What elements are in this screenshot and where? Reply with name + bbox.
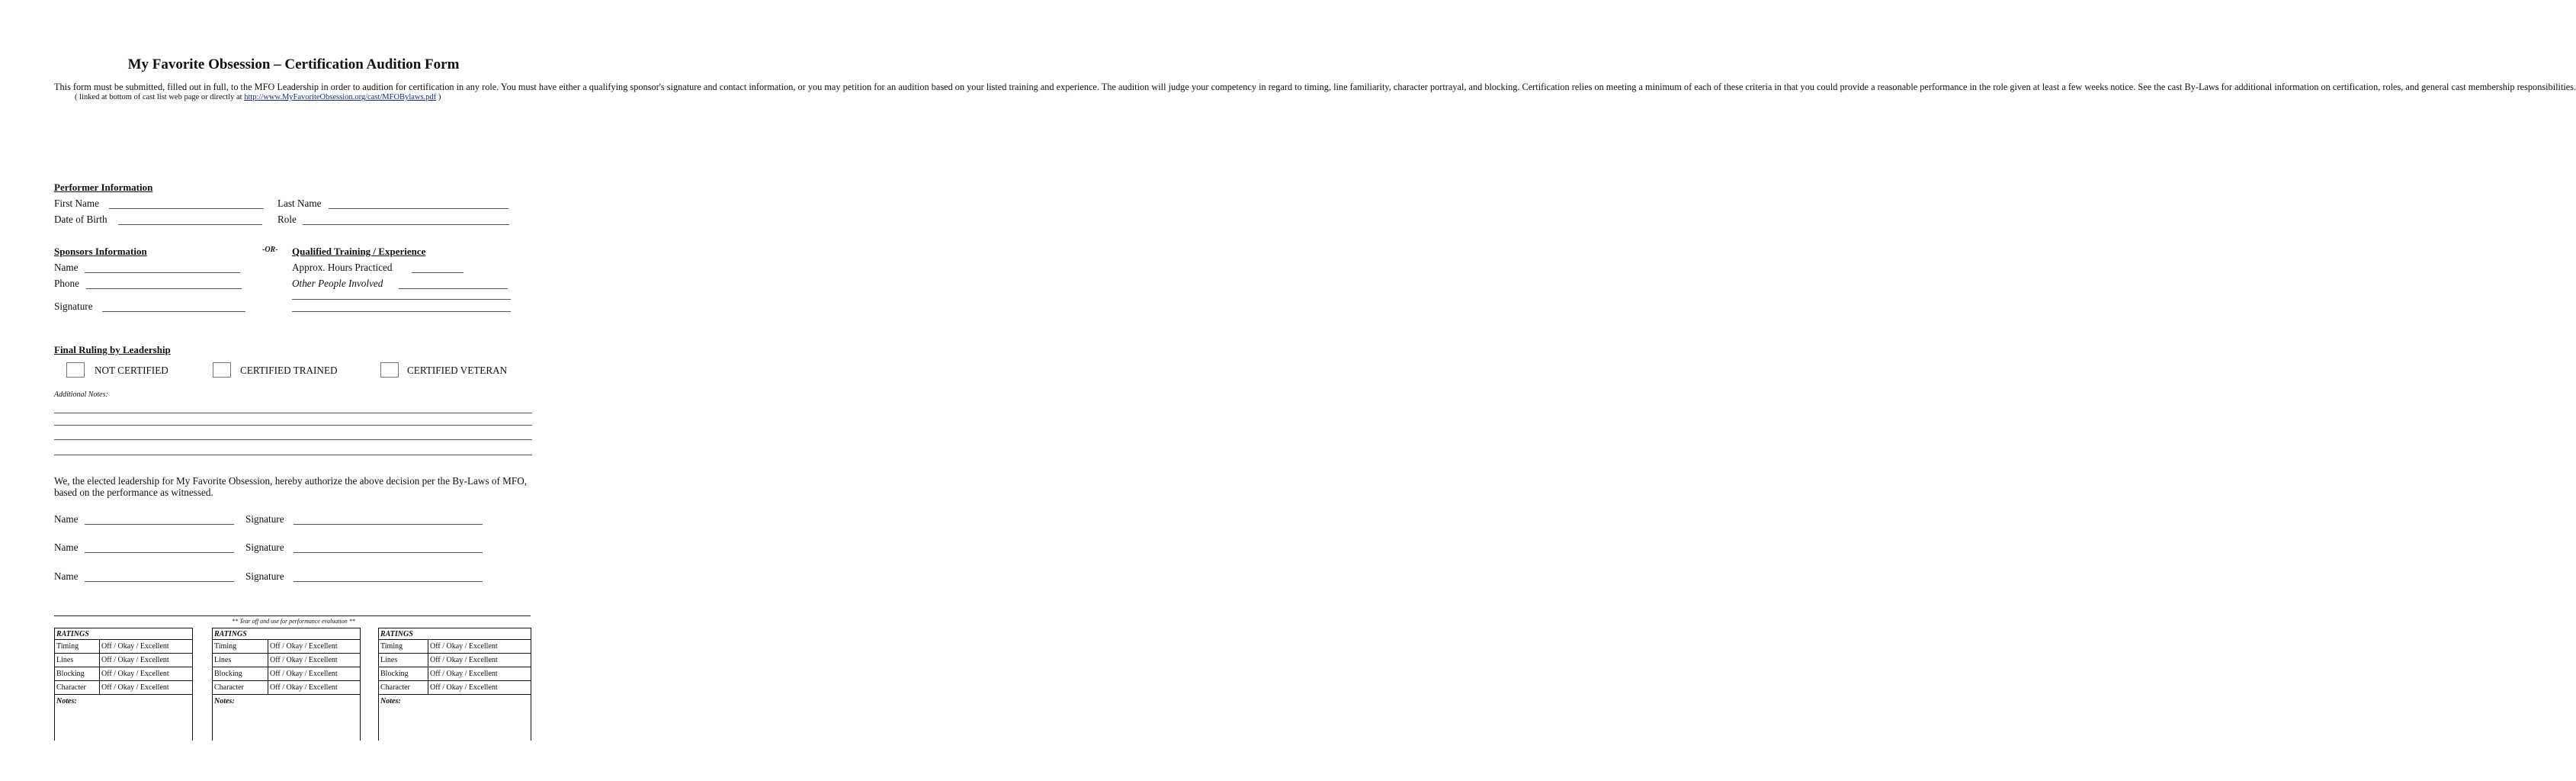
ruling-heading: Final Ruling by Leadership [54, 344, 171, 355]
leader-name-field-3[interactable] [85, 581, 234, 582]
sponsor-phone-field[interactable] [86, 288, 242, 289]
last-name-label: Last Name [277, 198, 322, 209]
ratings-card-1 [54, 628, 193, 741]
others-field-line-2[interactable] [292, 299, 511, 300]
rating-label-character: Character [213, 681, 268, 695]
rating-label-character: Character [55, 681, 100, 695]
dob-label: Date of Birth [54, 214, 107, 225]
rating-options-lines[interactable]: Off / Okay / Excellent [100, 654, 193, 667]
authorization-text: We, the elected leadership for My Favorite Obsession, hereby authorize the above decision per the By-Laws of MFO, based on the performance as witnessed. [54, 475, 528, 498]
intro-text [54, 82, 2576, 102]
leader-signature-label-3: Signature [245, 570, 284, 582]
sponsor-signature-field[interactable] [102, 311, 245, 312]
performer-heading: Performer Information [54, 182, 153, 193]
leader-signature-field-3[interactable] [294, 581, 483, 582]
ratings-heading: RATINGS [379, 628, 531, 640]
notes-line-3[interactable] [54, 439, 532, 440]
leader-name-label-1: Name [54, 513, 79, 525]
others-field-line-3[interactable] [292, 311, 511, 312]
rating-options-blocking[interactable]: Off / Okay / Excellent [268, 667, 361, 681]
rating-options-character[interactable]: Off / Okay / Excellent [428, 681, 531, 695]
sponsor-name-field[interactable] [85, 272, 240, 273]
last-name-field[interactable] [329, 208, 508, 209]
tear-off-divider [54, 615, 531, 616]
rating-label-lines: Lines [379, 654, 428, 667]
certified-trained-checkbox[interactable] [213, 362, 231, 378]
first-name-field[interactable] [109, 208, 264, 209]
rating-label-timing: Timing [379, 640, 428, 654]
rating-options-blocking[interactable]: Off / Okay / Excellent [100, 667, 193, 681]
sponsors-heading: Sponsors Information [54, 246, 147, 257]
dob-field[interactable] [118, 224, 262, 225]
ratings-notes-label: Notes: [214, 697, 235, 705]
not-certified-label: NOT CERTIFIED [95, 365, 168, 376]
leader-name-label-3: Name [54, 570, 79, 582]
certified-veteran-checkbox[interactable] [380, 362, 399, 378]
role-field[interactable] [303, 224, 509, 225]
role-label: Role [277, 214, 297, 225]
rating-options-blocking[interactable]: Off / Okay / Excellent [428, 667, 531, 681]
leader-signature-field-2[interactable] [294, 552, 483, 553]
ratings-card-2 [212, 628, 361, 741]
form-title: My Favorite Obsession – Certification Audition Form [127, 56, 460, 72]
rating-label-character: Character [379, 681, 428, 695]
rating-label-blocking: Blocking [213, 667, 268, 681]
leader-signature-label-2: Signature [245, 542, 284, 553]
others-label: Other People Involved [292, 278, 383, 289]
rating-label-lines: Lines [55, 654, 100, 667]
bylaws-note-prefix: ( linked at bottom of cast list web page or directly at [75, 93, 245, 102]
rating-label-blocking: Blocking [55, 667, 100, 681]
ratings-card-3 [378, 628, 531, 741]
rating-options-character[interactable]: Off / Okay / Excellent [268, 681, 361, 695]
bylaws-link[interactable]: http://www.MyFavoriteObsession.org/cast/MFOBylaws.pdf [244, 93, 437, 102]
additional-notes-label: Additional Notes: [54, 390, 108, 399]
rating-label-timing: Timing [213, 640, 268, 654]
or-divider: -OR- [262, 246, 278, 254]
rating-label-timing: Timing [55, 640, 100, 654]
rating-options-timing[interactable]: Off / Okay / Excellent [100, 640, 193, 654]
leader-signature-field-1[interactable] [294, 524, 483, 525]
rating-options-timing[interactable]: Off / Okay / Excellent [428, 640, 531, 654]
tear-off-note: ** Tear off and use for performance evaluation ** [232, 618, 355, 625]
rating-options-character[interactable]: Off / Okay / Excellent [100, 681, 193, 695]
first-name-label: First Name [54, 198, 99, 209]
rating-options-timing[interactable]: Off / Okay / Excellent [268, 640, 361, 654]
sponsor-signature-label: Signature [54, 301, 93, 312]
hours-field[interactable] [412, 272, 464, 273]
ratings-heading: RATINGS [55, 628, 192, 640]
ratings-heading: RATINGS [213, 628, 360, 640]
leader-name-label-2: Name [54, 542, 79, 553]
rating-label-blocking: Blocking [379, 667, 428, 681]
leader-signature-label-1: Signature [245, 513, 284, 525]
rating-label-lines: Lines [213, 654, 268, 667]
training-heading: Qualified Training / Experience [292, 246, 426, 257]
leader-name-field-1[interactable] [85, 524, 234, 525]
certified-trained-label: CERTIFIED TRAINED [240, 365, 338, 376]
ratings-notes-label: Notes: [56, 697, 77, 705]
ratings-notes-label: Notes: [380, 697, 401, 705]
intro-paragraph: This form must be submitted, filled out in full, to the MFO Leadership in order to audition for certification in any role. You must have either a qualifying sponsor's signature and contact information, or you may petition for an audition based on your listed training and experience. The audition will judge your competency in regard to timing, line familiarity, character portrayal, and blocking. Certification relies on meeting a minimum of each of these criteria in that you could provide a reasonable performance in the role given at least a few weeks notice. See the cast By-Laws for additional information on certification, roles, and general cast membership responsibilities. [54, 82, 2576, 92]
bylaws-note-suffix: ) [436, 93, 441, 102]
others-field[interactable] [399, 288, 508, 289]
sponsor-phone-label: Phone [54, 278, 79, 289]
bylaws-note [54, 92, 534, 102]
not-certified-checkbox[interactable] [66, 362, 85, 378]
rating-options-lines[interactable]: Off / Okay / Excellent [268, 654, 361, 667]
certified-veteran-label: CERTIFIED VETERAN [407, 365, 508, 376]
hours-label: Approx. Hours Practiced [292, 262, 393, 273]
sponsor-name-label: Name [54, 262, 79, 273]
leader-name-field-2[interactable] [85, 552, 234, 553]
notes-line-2[interactable] [54, 425, 532, 426]
rating-options-lines[interactable]: Off / Okay / Excellent [428, 654, 531, 667]
